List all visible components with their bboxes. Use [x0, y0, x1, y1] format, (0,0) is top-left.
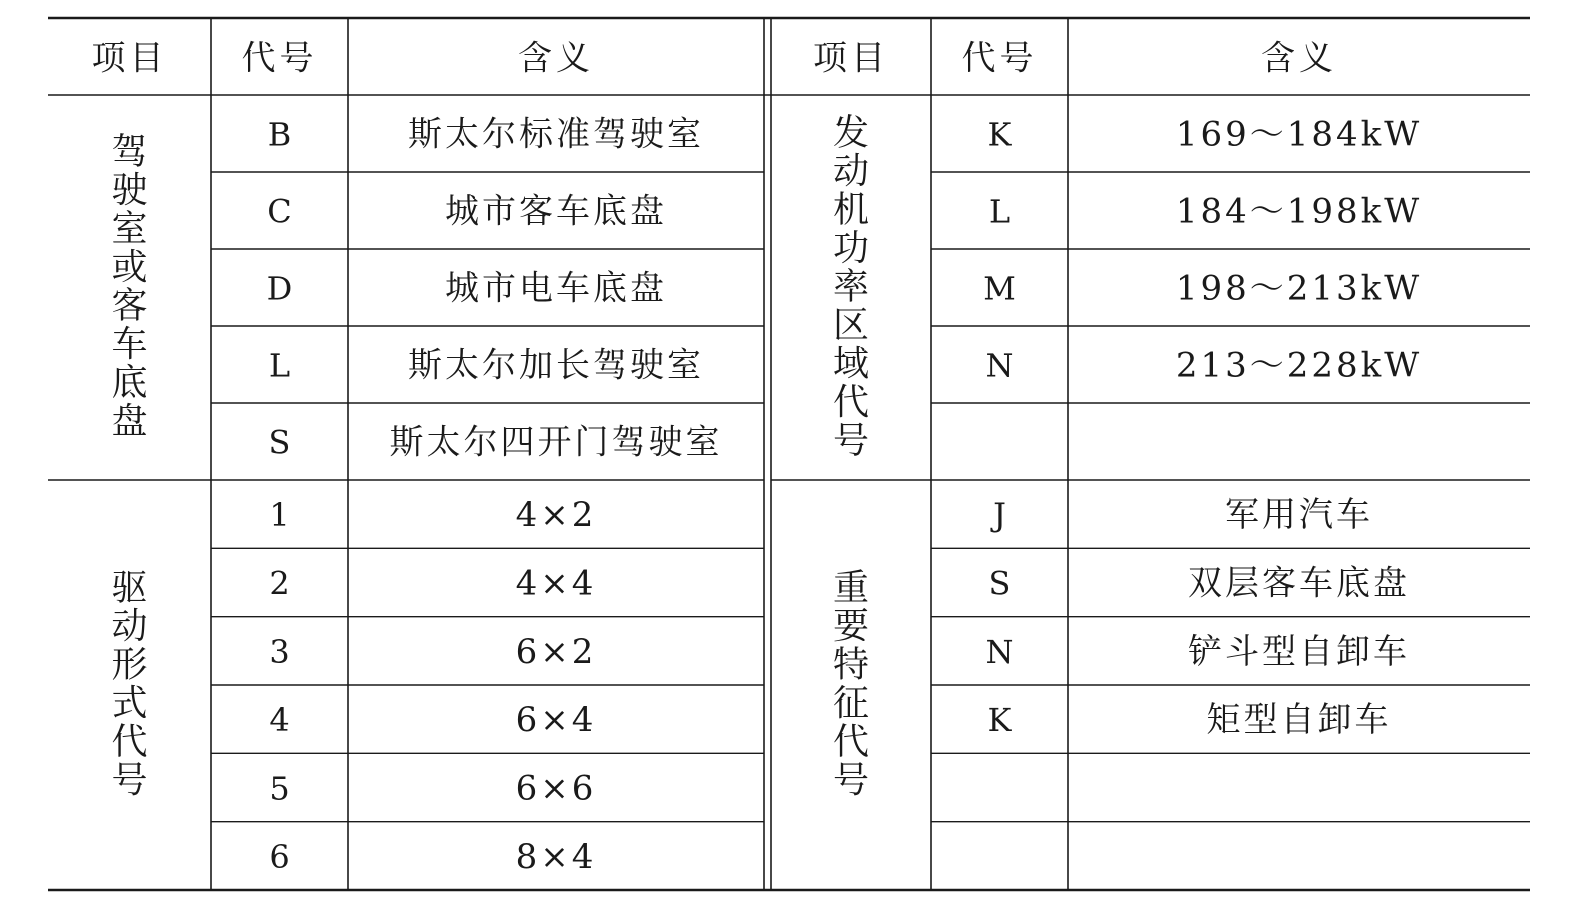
meaning-cell: 城市电车底盘 — [445, 268, 667, 309]
code-cell: C — [267, 192, 292, 231]
code-cell: K — [987, 701, 1012, 740]
code-cell: S — [268, 423, 291, 462]
meaning-cell: 6×6 — [515, 768, 597, 809]
header-cell: 代号 — [241, 38, 318, 79]
header-cell: 代号 — [961, 38, 1038, 79]
table-text — [92, 39, 1423, 877]
meaning-cell: 城市客车底盘 — [445, 191, 667, 232]
meaning-cell: 4×4 — [515, 563, 597, 604]
code-cell: D — [266, 269, 293, 308]
header-cell: 项目 — [91, 38, 168, 79]
code-cell: S — [988, 564, 1011, 603]
header-cell: 含义 — [518, 38, 594, 79]
meaning-cell: 4×2 — [515, 495, 597, 536]
meaning-cell: 6×4 — [515, 700, 597, 741]
code-cell: 6 — [269, 837, 290, 876]
meaning-cell: 6×2 — [515, 631, 597, 672]
code-cell: 4 — [269, 701, 290, 740]
meaning-cell: 双层客车底盘 — [1188, 563, 1410, 604]
code-cell: L — [988, 192, 1011, 231]
code-cell: M — [983, 269, 1016, 308]
meaning-cell: 169～184kW — [1175, 114, 1423, 155]
code-cell: L — [268, 346, 291, 385]
meaning-cell: 斯太尔标准驾驶室 — [408, 114, 704, 155]
meaning-cell: 184～198kW — [1175, 191, 1423, 232]
header-cell: 项目 — [813, 38, 889, 79]
code-cell: 1 — [269, 496, 290, 535]
code-cell: N — [985, 346, 1014, 385]
meaning-cell: 军用汽车 — [1225, 495, 1373, 536]
code-cell: K — [987, 115, 1012, 154]
code-cell: 3 — [269, 632, 290, 671]
category-cell: 重要特征代号 — [832, 567, 870, 802]
meaning-cell: 斯太尔四开门驾驶室 — [389, 422, 723, 463]
meaning-cell: 8×4 — [515, 836, 597, 877]
meaning-cell: 198～213kW — [1175, 268, 1423, 309]
category-cell: 驾驶室或客车底盘 — [111, 131, 148, 443]
code-cell: 5 — [269, 769, 290, 808]
code-cell: 2 — [269, 564, 290, 603]
category-cell: 发动机功率区域代号 — [832, 112, 870, 462]
meaning-cell: 213～228kW — [1175, 345, 1423, 386]
meaning-cell: 斯太尔加长驾驶室 — [408, 345, 704, 386]
code-cell: B — [267, 115, 292, 154]
category-cell: 驱动形式代号 — [111, 567, 148, 802]
code-cell: N — [985, 632, 1014, 671]
header-cell: 含义 — [1261, 38, 1337, 79]
meaning-cell: 铲斗型自卸车 — [1188, 631, 1410, 672]
meaning-cell: 矩型自卸车 — [1206, 700, 1392, 741]
code-cell: J — [993, 496, 1006, 535]
